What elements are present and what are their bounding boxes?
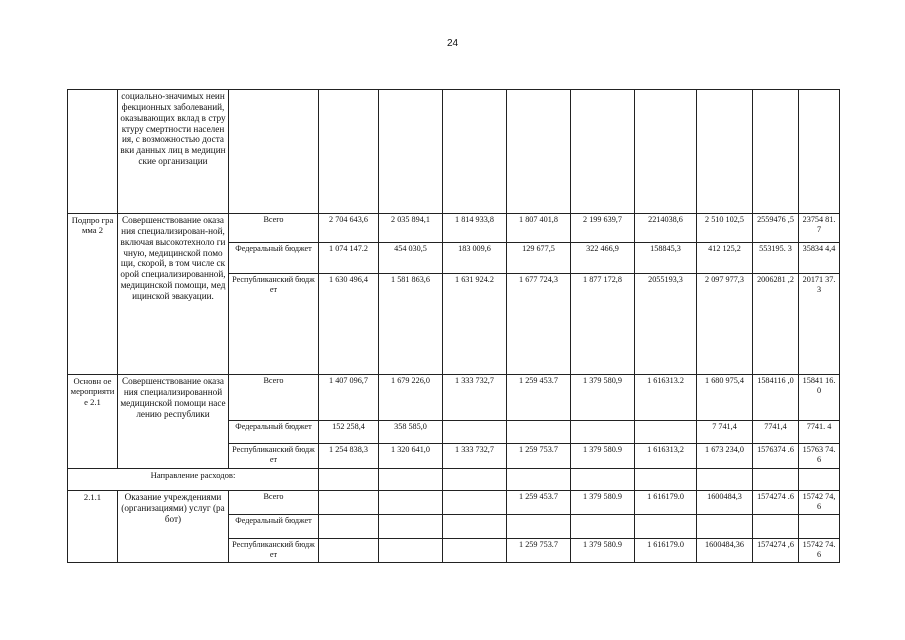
value-cell: 1 680 975,4 <box>697 375 753 421</box>
value-cell <box>799 515 840 539</box>
value-cell: 1 630 496,4 <box>319 274 379 375</box>
value-cell: 1 320 641,0 <box>379 444 443 469</box>
value-cell: 7 741,4 <box>697 421 753 444</box>
value-cell: 1 807 401,8 <box>507 214 571 243</box>
value-cell <box>319 491 379 515</box>
source-cell: Всего <box>229 375 319 421</box>
description-cell: социально-значимых неинфекционных заболеваний, оказывающих вклад в структуру смертности населения, с возможностью доставки данных лиц в медицинские организации <box>118 90 229 214</box>
value-cell: 1 259 753.7 <box>507 444 571 469</box>
source-cell: Всего <box>229 214 319 243</box>
value-cell <box>379 515 443 539</box>
value-cell: 1 673 234,0 <box>697 444 753 469</box>
value-cell <box>319 515 379 539</box>
value-cell: 1 877 172,8 <box>571 274 635 375</box>
value-cell: 1 259 453.7 <box>507 375 571 421</box>
value-cell: 322 466,9 <box>571 243 635 274</box>
value-cell: 2 097 977,3 <box>697 274 753 375</box>
value-cell: 1600484,36 <box>697 539 753 563</box>
value-cell: 23754 81.7 <box>799 214 840 243</box>
value-cell: 1 379 580.9 <box>571 491 635 515</box>
budget-table <box>67 89 840 563</box>
value-cell: 1 074 147.2 <box>319 243 379 274</box>
value-cell: 1 379 580.9 <box>571 539 635 563</box>
value-cell <box>635 515 697 539</box>
value-cell <box>635 421 697 444</box>
source-cell: Всего <box>229 491 319 515</box>
value-cell: 158845,3 <box>635 243 697 274</box>
value-cell: 1 616179.0 <box>635 539 697 563</box>
value-cell <box>753 515 799 539</box>
description-cell: Совершенствование оказания специализирован-ной, включая высокотехноло гичную, медицинской помощи, скорой, в том числе скорой специализированной, медицинской помощи, медицинской эвакуации. <box>118 214 229 375</box>
value-cell <box>507 515 571 539</box>
value-cell: 1 407 096,7 <box>319 375 379 421</box>
code-cell <box>68 90 118 214</box>
value-cell <box>379 539 443 563</box>
table-row <box>68 491 840 515</box>
value-cell: 2 510 102,5 <box>697 214 753 243</box>
value-cell: 1574274 .6 <box>753 491 799 515</box>
value-cell: 35834 4,4 <box>799 243 840 274</box>
value-cell: 129 677,5 <box>507 243 571 274</box>
value-cell: 1 814 933,8 <box>443 214 507 243</box>
value-cell: 1584116 ,0 <box>753 375 799 421</box>
value-cell <box>443 421 507 444</box>
source-cell: Республиканский бюджет <box>229 539 319 563</box>
source-cell: Федеральный бюджет <box>229 243 319 274</box>
value-cell <box>443 515 507 539</box>
page-number: 24 <box>446 38 459 49</box>
value-cell: 1 581 863,6 <box>379 274 443 375</box>
source-cell: Федеральный бюджет <box>229 515 319 539</box>
description-cell: Оказание учреждениями (организациями) услуг (работ) <box>118 491 229 563</box>
value-cell: 553195. 3 <box>753 243 799 274</box>
source-cell: Федеральный бюджет <box>229 421 319 444</box>
value-cell: 1 259 753.7 <box>507 539 571 563</box>
value-cell: 1576374 .6 <box>753 444 799 469</box>
value-cell: 1 333 732,7 <box>443 375 507 421</box>
table-row <box>68 214 840 243</box>
value-cell: 1 679 226,0 <box>379 375 443 421</box>
value-cell: 1 616313.2 <box>635 375 697 421</box>
code-cell: Основн ое мероприятие 2.1 <box>68 375 118 469</box>
value-cell: 1 677 724,3 <box>507 274 571 375</box>
value-cell: 358 585,0 <box>379 421 443 444</box>
value-cell: 183 009,6 <box>443 243 507 274</box>
value-cell: 1 616179.0 <box>635 491 697 515</box>
value-cell <box>443 491 507 515</box>
value-cell: 1 254 838,3 <box>319 444 379 469</box>
value-cell <box>571 515 635 539</box>
table-row <box>68 375 840 421</box>
value-cell <box>319 539 379 563</box>
value-cell: 15841 16.0 <box>799 375 840 421</box>
value-cell: 7741. 4 <box>799 421 840 444</box>
source-cell: Республиканский бюджет <box>229 274 319 375</box>
value-cell: 1 631 924.2 <box>443 274 507 375</box>
description-cell: Совершенствование оказания специализированной медицинской помощи населению республики <box>118 375 229 469</box>
code-cell: 2.1.1 <box>68 491 118 563</box>
source-cell: Республиканский бюджет <box>229 444 319 469</box>
value-cell: 15742 74,6 <box>799 491 840 515</box>
value-cell: 1 333 732,7 <box>443 444 507 469</box>
direction-label: Направление расходов: <box>68 469 319 491</box>
value-cell: 15763 74.6 <box>799 444 840 469</box>
value-cell: 20171 37.3 <box>799 274 840 375</box>
value-cell: 2214038,6 <box>635 214 697 243</box>
value-cell: 2006281 ,2 <box>753 274 799 375</box>
value-cell <box>571 421 635 444</box>
code-cell: Подпро грамма 2 <box>68 214 118 375</box>
value-cell: 1 379 580.9 <box>571 444 635 469</box>
value-cell: 2 704 643,6 <box>319 214 379 243</box>
value-cell: 7741,4 <box>753 421 799 444</box>
value-cell: 2559476 ,5 <box>753 214 799 243</box>
value-cell: 2 035 894,1 <box>379 214 443 243</box>
value-cell: 1574274 ,6 <box>753 539 799 563</box>
value-cell <box>379 491 443 515</box>
value-cell: 15742 74.6 <box>799 539 840 563</box>
value-cell: 2055193,3 <box>635 274 697 375</box>
value-cell <box>507 421 571 444</box>
value-cell: 454 030,5 <box>379 243 443 274</box>
value-cell: 1 259 453.7 <box>507 491 571 515</box>
value-cell: 412 125,2 <box>697 243 753 274</box>
value-cell <box>443 539 507 563</box>
direction-row <box>68 469 840 491</box>
value-cell <box>697 515 753 539</box>
value-cell: 2 199 639,7 <box>571 214 635 243</box>
value-cell: 1 616313,2 <box>635 444 697 469</box>
value-cell: 1 379 580,9 <box>571 375 635 421</box>
value-cell: 1600484,3 <box>697 491 753 515</box>
continuation-row <box>68 90 840 214</box>
value-cell: 152 258,4 <box>319 421 379 444</box>
